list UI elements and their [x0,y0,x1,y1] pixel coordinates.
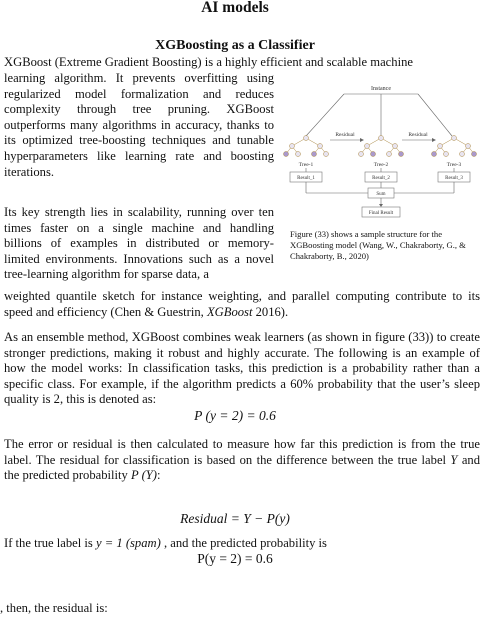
xgboost-structure-diagram [282,76,482,222]
para2-body: Its key strength lies in scalability, running over ten times faster on a single machine and handling billions of examples in distributed or memory-limited environments. Innovations such as a novel tree-learning algorithm for sparse data, a [4,205,274,282]
para2-citation-tail: 2016). [255,304,289,319]
tree-1-graphic [284,136,329,157]
figure-instance-label: Instance [371,86,391,92]
para4-var-py: P (Y) [130,468,157,483]
para1-first-line: XGBoost (Extreme Gradient Boosting) is a highly efficient and scalable machine [4,55,413,69]
result-2-label: Result_2 [372,176,390,181]
tree-1-label: Tree-1 [298,162,314,168]
para4-text-b: and the predicted probability [4,452,480,483]
para2-full [4,289,480,320]
para5-var-y1: y = 1 (spam) [95,536,161,550]
para4-text-a: The error or residual is then calculated to measure how far this prediction is from the true label. The residual for classification is based on the difference between the true label [4,437,480,467]
para6-body: , then, the residual is: [0,601,108,615]
para2-citation-italic: XGBoost [206,304,253,319]
para5-body [4,536,480,552]
para2-full-text: weighted quantile sketch for instance weighting, and parallel computing contribute to its speed and efficiency (Chen & Guestrin, [4,289,480,319]
para3-body: As an ensemble method, XGBoost combines weak learners (as shown in figure (33)) to create stronger predictions, making it robust and highly accurate. The following is an example of how the model works: In classification tasks, this prediction is a probability rather than a specific class. For example, if the algorithm predicts a 60% probability that the user’s sleep quality is 2, this is denoted as: [4,330,480,407]
equation-1: P (y = 2) = 0.6 [194,408,276,423]
tree-2-graphic [359,136,404,157]
para4-body [4,437,480,484]
page-title: AI models [201,0,269,16]
equation-2: Residual = Y − P(y) [180,511,290,526]
tree-2-label: Tree-2 [373,162,389,168]
result-1-label: Result_1 [297,176,315,181]
para1-body: learning algorithm. It prevents overfitting using regularized model formalization and reduces complexity through tree pruning. XGBoost outperforms many algorithms in accuracy, thanks to its optimized tree-boosting techniques and tunable hyperparameters like learning rate and boosting iterations. [4,71,274,179]
figure-residual-left-label: Residual [335,132,355,138]
para4-text-c: : [156,468,161,483]
tree-3-label: Tree-3 [446,162,462,168]
para4-var-y: Y [450,452,458,467]
tree-3-graphic [432,136,477,157]
equation-3: P(y = 2) = 0.6 [197,551,273,566]
para5-text-b: , and the predicted probability is [163,536,327,550]
figure-residual-right-label: Residual [408,132,428,138]
final-result-label: Final Result [368,211,394,216]
result-3-label: Result_3 [445,176,463,181]
figure-caption: Figure (33) shows a sample structure for the XGBoosting model (Wang, W., Chakraborty, G., & Chakraborty, B., 2020) [290,229,466,261]
para5-text-a: If the true label is [4,536,93,550]
section-title: XGBoosting as a Classifier [155,38,315,53]
sum-label: Sum [376,192,386,197]
